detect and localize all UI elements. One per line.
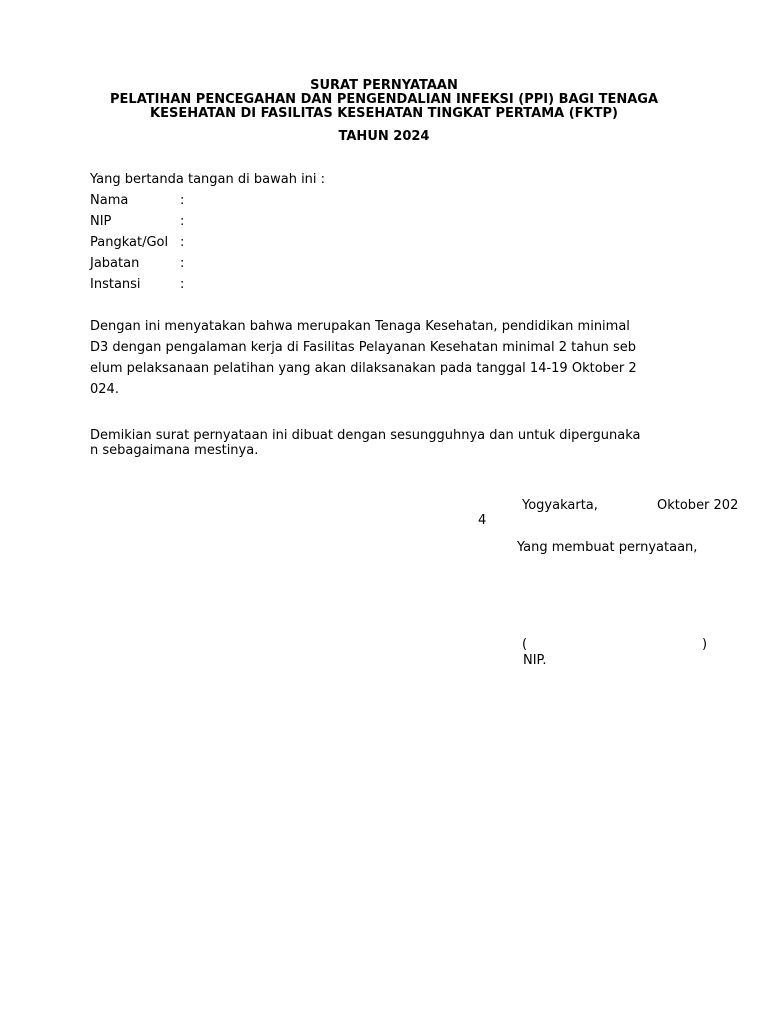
- field-label-pangkat: Pangkat/Gol: [90, 235, 169, 250]
- signature-date-wrap: 4: [478, 513, 487, 528]
- field-label-jabatan: Jabatan: [90, 256, 140, 271]
- intro-text: Yang bertanda tangan di bawah ini :: [90, 172, 326, 187]
- closing-line: n sebagaimana mestinya.: [90, 443, 259, 458]
- field-colon: :: [180, 256, 185, 271]
- signature-name-close-paren: ): [702, 637, 708, 652]
- document-year: TAHUN 2024: [338, 129, 430, 144]
- signature-maker-label: Yang membuat pernyataan,: [517, 540, 698, 555]
- field-colon: :: [180, 235, 185, 250]
- field-label-instansi: Instansi: [90, 277, 141, 292]
- document-subtitle-line-2: KESEHATAN DI FASILITAS KESEHATAN TINGKAT PERTAMA (FKTP): [150, 106, 618, 121]
- field-label-nip: NIP: [90, 214, 112, 229]
- field-label-nama: Nama: [90, 193, 129, 208]
- document-subtitle-line-1: PELATIHAN PENCEGAHAN DAN PENGENDALIAN INFEKSI (PPI) BAGI TENAGA: [110, 92, 658, 107]
- field-colon: :: [180, 214, 185, 229]
- signature-nip-label: NIP.: [523, 653, 547, 668]
- statement-line: D3 dengan pengalaman kerja di Fasilitas Pelayanan Kesehatan minimal 2 tahun seb: [90, 340, 637, 355]
- statement-line: elum pelaksanaan pelatihan yang akan dilaksanakan pada tanggal 14-19 Oktober 2: [90, 361, 637, 376]
- statement-line: Dengan ini menyatakan bahwa merupakan Tenaga Kesehatan, pendidikan minimal: [90, 319, 630, 334]
- signature-date: Oktober 202: [657, 498, 739, 513]
- signature-name-open-paren: (: [522, 637, 528, 652]
- field-colon: :: [180, 193, 185, 208]
- statement-line: 024.: [90, 382, 119, 397]
- closing-line: Demikian surat pernyataan ini dibuat dengan sesungguhnya dan untuk dipergunaka: [90, 428, 641, 443]
- document-title: SURAT PERNYATAAN: [310, 78, 458, 93]
- signature-city: Yogyakarta,: [522, 498, 598, 513]
- field-colon: :: [180, 277, 185, 292]
